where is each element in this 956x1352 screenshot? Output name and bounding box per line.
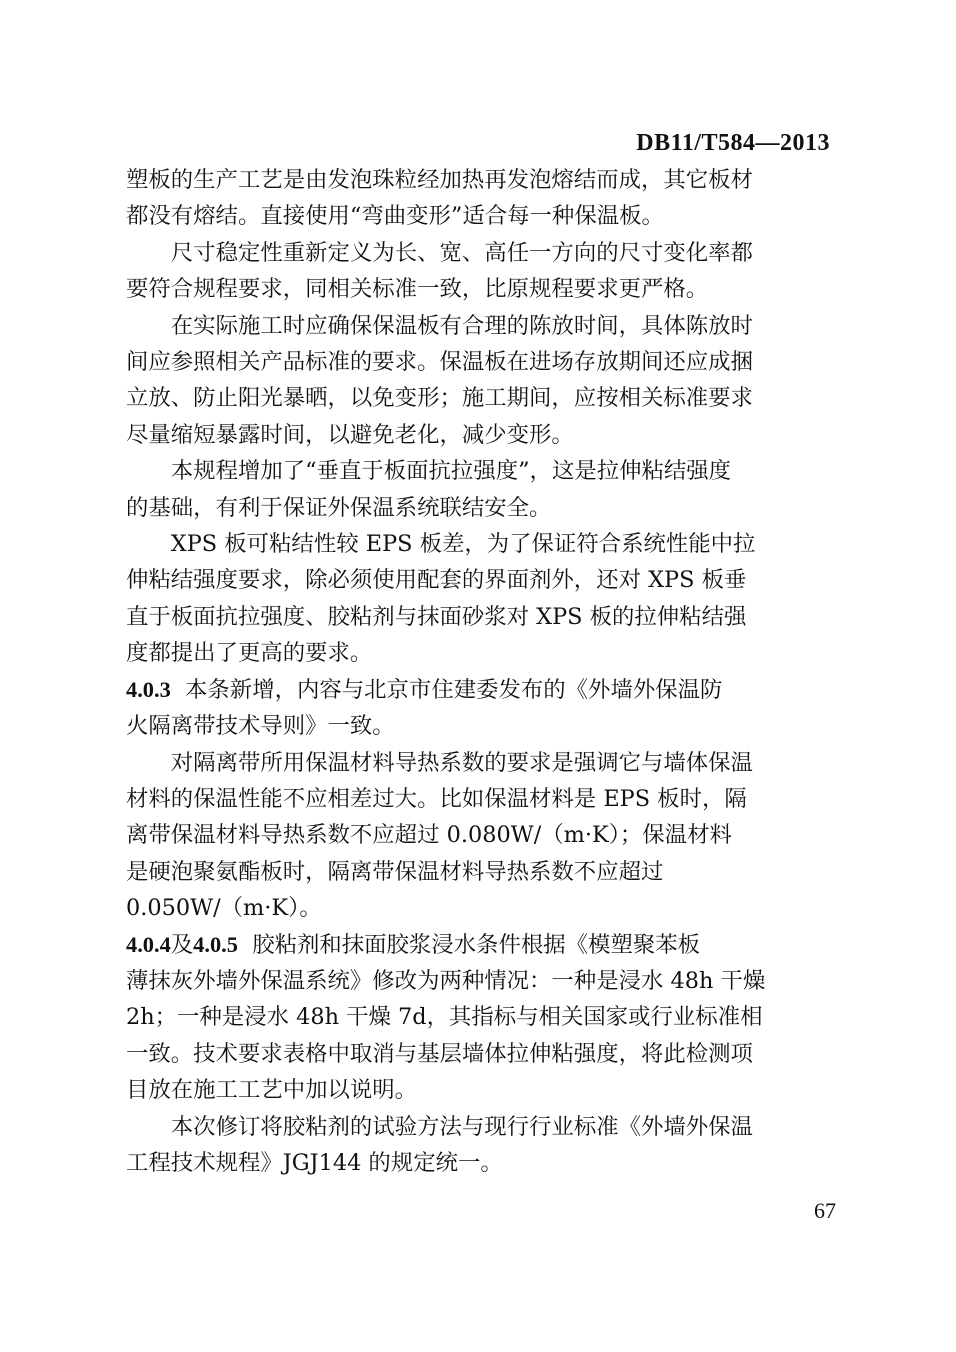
- text-line: 伸粘结强度要求，除必须使用配套的界面剂外，还对 XPS 板垂: [126, 567, 747, 594]
- text-line: 度都提出了更高的要求。: [126, 640, 373, 667]
- text-line: 薄抹灰外墙外保温系统》修改为两种情况：一种是浸水 48h 干燥: [126, 967, 766, 994]
- text-line: 材料的保温性能不应相差过大。比如保温材料是 EPS 板时，隔: [126, 785, 747, 812]
- standard-code: DB11/T584—2013: [636, 130, 830, 156]
- clause-paragraph: [126, 672, 834, 745]
- text-line: 一致。技术要求表格中取消与基层墙体拉伸粘强度，将此检测项: [126, 1040, 753, 1067]
- text-line: 目放在施工工艺中加以说明。: [126, 1077, 418, 1104]
- text-line: 立放、防止阳光暴晒，以免变形；施工期间，应按相关标准要求: [126, 385, 753, 412]
- text-line: XPS 板可粘结性较 EPS 板差，为了保证符合系统性能中拉: [170, 531, 756, 558]
- text-line: 本条新增，内容与北京市住建委发布的《外墙外保温防: [185, 676, 723, 703]
- paragraph: [126, 235, 834, 308]
- text-line: 0.050W/（m·K）。: [126, 895, 322, 922]
- clause-paragraph: [126, 927, 834, 1109]
- text-line: 都没有熔结。直接使用“弯曲变形”适合每一种保温板。: [126, 203, 664, 230]
- text-line: 间应参照相关产品标准的要求。保温板在进场存放期间还应成捆: [126, 349, 753, 376]
- clause-joiner: 及: [170, 931, 194, 958]
- text-line: 工程技术规程》JGJ144 的规定统一。: [126, 1149, 503, 1176]
- text-line: 塑板的生产工艺是由发泡珠粒经加热再发泡熔结而成，其它板材: [126, 167, 753, 193]
- text-line: 离带保温材料导热系数不应超过 0.080W/（m·K）；保温材料: [126, 822, 732, 849]
- text-line: 的基础，有利于保证外保温系统联结安全。: [126, 494, 552, 521]
- paragraph: [126, 745, 834, 927]
- text-line: 2h；一种是浸水 48h 干燥 7d，其指标与相关国家或行业标准相: [126, 1004, 763, 1031]
- text-line: 本规程增加了“垂直于板面抗拉强度”，这是拉伸粘结强度: [170, 458, 732, 485]
- text-line: 是硬泡聚氨酯板时，隔离带保温材料导热系数不应超过: [126, 858, 664, 885]
- text-line: 尽量缩短暴露时间，以避免老化，减少变形。: [126, 421, 574, 448]
- text-line: 要符合规程要求，同相关标准一致，比原规程要求更严格。: [126, 276, 709, 303]
- paragraph: [126, 308, 834, 454]
- text-line: 对隔离带所用保温材料导热系数的要求是强调它与墙体保温: [170, 749, 753, 776]
- text-line: 胶粘剂和抹面胶浆浸水条件根据《模塑聚苯板: [252, 931, 701, 958]
- text-line: 直于板面抗拉强度、胶粘剂与抹面砂浆对 XPS 板的拉伸粘结强: [126, 603, 747, 630]
- text-line: 尺寸稳定性重新定义为长、宽、高任一方向的尺寸变化率都: [170, 239, 753, 266]
- clause-number: 4.0.3: [126, 676, 171, 702]
- body-text: [126, 162, 834, 1181]
- paragraph: [126, 453, 834, 526]
- clause-number-second: 4.0.5: [193, 931, 238, 957]
- paragraph: [126, 162, 834, 235]
- text-line: 在实际施工时应确保保温板有合理的陈放时间，具体陈放时: [170, 312, 753, 339]
- paragraph: [126, 1109, 834, 1182]
- text-line: 本次修订将胶粘剂的试验方法与现行行业标准《外墙外保温: [170, 1113, 753, 1140]
- paragraph: [126, 526, 834, 672]
- page-number: 67: [814, 1198, 836, 1223]
- text-line: 火隔离带技术导则》一致。: [126, 713, 395, 740]
- clause-number: 4.0.4: [126, 931, 171, 957]
